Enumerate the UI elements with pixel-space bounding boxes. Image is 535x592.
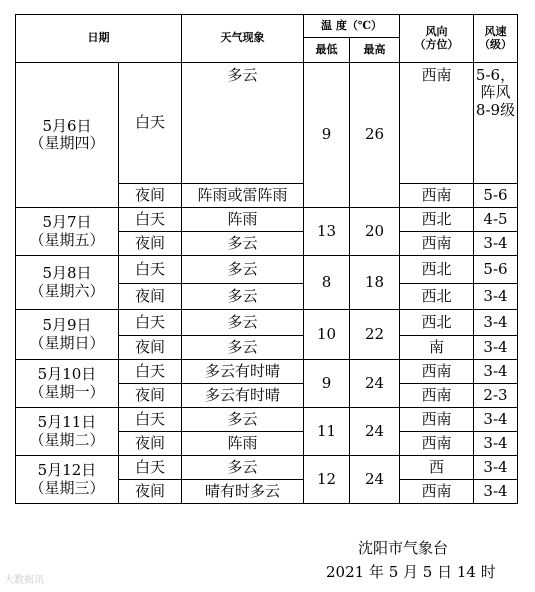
period-cell: 白天 <box>119 63 182 184</box>
wind-speed-cell: 4-5 <box>474 208 518 232</box>
weekday-label: （星期六） <box>29 281 105 300</box>
weather-cell: 阵雨 <box>182 432 304 456</box>
high-temp-cell: 24 <box>350 456 400 504</box>
period-cell: 夜间 <box>119 480 182 504</box>
period-cell: 夜间 <box>119 432 182 456</box>
period-cell: 白天 <box>119 456 182 480</box>
wind-dir-cell: 西南 <box>400 384 474 408</box>
header-wind-speed-label: 风速 <box>484 24 507 38</box>
period-cell: 白天 <box>119 310 182 336</box>
wind-dir-cell: 南 <box>400 336 474 360</box>
date-cell <box>16 360 119 408</box>
weekday-label: （星期五） <box>29 230 105 249</box>
period-cell: 夜间 <box>119 284 182 310</box>
high-temp-cell: 24 <box>350 408 400 456</box>
weather-cell: 多云 <box>182 256 304 284</box>
header-high: 最高 <box>350 38 400 63</box>
header-wind-speed-sub: （级） <box>479 37 512 51</box>
header-wind-direction-sub: （方位） <box>414 37 459 51</box>
high-temp-cell: 24 <box>350 360 400 408</box>
weather-cell: 阵雨或雷阵雨 <box>182 184 304 208</box>
date-label: 5月6日 <box>42 116 92 135</box>
table-row <box>16 408 518 432</box>
date-cell <box>16 408 119 456</box>
wind-speed-cell: 3-4 <box>474 284 518 310</box>
weather-cell: 多云有时晴 <box>182 360 304 384</box>
wind-dir-cell: 西南 <box>400 408 474 432</box>
low-temp-cell: 9 <box>304 360 350 408</box>
date-label: 5月11日 <box>37 413 97 432</box>
date-cell <box>16 208 119 256</box>
wind-dir-cell: 西南 <box>400 480 474 504</box>
wind-speed-cell: 3-4 <box>474 360 518 384</box>
low-temp-cell: 10 <box>304 310 350 360</box>
table-row <box>16 456 518 480</box>
weekday-label: （星期日） <box>29 333 105 352</box>
low-temp-cell: 12 <box>304 456 350 504</box>
weather-cell: 多云 <box>182 310 304 336</box>
date-label: 5月10日 <box>37 365 97 384</box>
low-temp-cell: 11 <box>304 408 350 456</box>
period-cell: 夜间 <box>119 232 182 256</box>
date-label: 5月9日 <box>42 316 92 335</box>
wind-speed-cell: 5-6 <box>474 256 518 284</box>
weather-cell: 多云 <box>182 408 304 432</box>
period-cell: 白天 <box>119 256 182 284</box>
header-low: 最低 <box>304 38 350 63</box>
header-date: 日期 <box>16 15 182 63</box>
weather-cell: 多云 <box>182 284 304 310</box>
period-cell: 白天 <box>119 208 182 232</box>
issuing-organization: 沈阳市气象台 <box>358 539 449 557</box>
weather-cell: 晴有时多云 <box>182 480 304 504</box>
weather-cell: 多云 <box>182 336 304 360</box>
low-temp-cell: 13 <box>304 208 350 256</box>
wind-dir-cell: 西北 <box>400 310 474 336</box>
weather-cell: 多云 <box>182 63 304 184</box>
wind-speed-cell: 2-3 <box>474 384 518 408</box>
period-cell: 夜间 <box>119 384 182 408</box>
weather-cell: 多云 <box>182 232 304 256</box>
weather-cell: 多云 <box>182 456 304 480</box>
header-wind-direction-label: 风向 <box>425 24 448 38</box>
date-label: 5月8日 <box>42 264 92 283</box>
table-row <box>16 360 518 384</box>
weather-cell: 多云有时晴 <box>182 384 304 408</box>
header-weather: 天气现象 <box>182 15 304 63</box>
wind-speed-cell: 3-4 <box>474 456 518 480</box>
wind-dir-cell: 西南 <box>400 63 474 184</box>
watermark: 大数据讯 <box>4 575 44 586</box>
date-cell <box>16 456 119 504</box>
date-label: 5月12日 <box>37 461 97 480</box>
date-cell <box>16 256 119 310</box>
table-row <box>16 256 518 284</box>
wind-speed-cell: 3-4 <box>474 336 518 360</box>
weekday-label: （星期三） <box>29 478 105 497</box>
high-temp-cell: 26 <box>350 63 400 208</box>
table-row <box>16 63 518 184</box>
wind-dir-cell: 西北 <box>400 256 474 284</box>
wind-dir-cell: 西北 <box>400 208 474 232</box>
wind-speed-cell: 3-4 <box>474 480 518 504</box>
wind-speed-cell: 3-4 <box>474 432 518 456</box>
high-temp-cell: 22 <box>350 310 400 360</box>
wind-dir-cell: 西南 <box>400 232 474 256</box>
issue-time: 2021 年 5 月 5 日 14 时 <box>326 563 496 581</box>
header-wind-direction <box>400 15 474 63</box>
header-wind-speed <box>474 15 518 63</box>
date-label: 5月7日 <box>42 213 92 232</box>
low-temp-cell: 9 <box>304 63 350 208</box>
period-cell: 白天 <box>119 360 182 384</box>
wind-dir-cell: 西南 <box>400 184 474 208</box>
table-row <box>16 208 518 232</box>
date-cell <box>16 310 119 360</box>
period-cell: 夜间 <box>119 336 182 360</box>
wind-speed-cell: 3-4 <box>474 232 518 256</box>
period-cell: 夜间 <box>119 184 182 208</box>
wind-dir-cell: 西 <box>400 456 474 480</box>
wind-speed-cell: 3-4 <box>474 408 518 432</box>
wind-speed-cell: 5-6，阵风8-9级 <box>474 63 518 184</box>
weekday-label: （星期一） <box>29 382 105 401</box>
forecast-table <box>15 14 518 504</box>
high-temp-cell: 20 <box>350 208 400 256</box>
wind-dir-cell: 西南 <box>400 432 474 456</box>
wind-dir-cell: 西北 <box>400 284 474 310</box>
wind-dir-cell: 西南 <box>400 360 474 384</box>
weather-cell: 阵雨 <box>182 208 304 232</box>
high-temp-cell: 18 <box>350 256 400 310</box>
table-row <box>16 310 518 336</box>
header-temperature: 温 度（℃） <box>304 15 400 38</box>
weekday-label: （星期二） <box>29 430 105 449</box>
wind-speed-cell: 5-6 <box>474 184 518 208</box>
period-cell: 白天 <box>119 408 182 432</box>
weekday-label: （星期四） <box>29 134 105 152</box>
wind-speed-cell: 3-4 <box>474 310 518 336</box>
date-cell <box>16 63 119 208</box>
low-temp-cell: 8 <box>304 256 350 310</box>
